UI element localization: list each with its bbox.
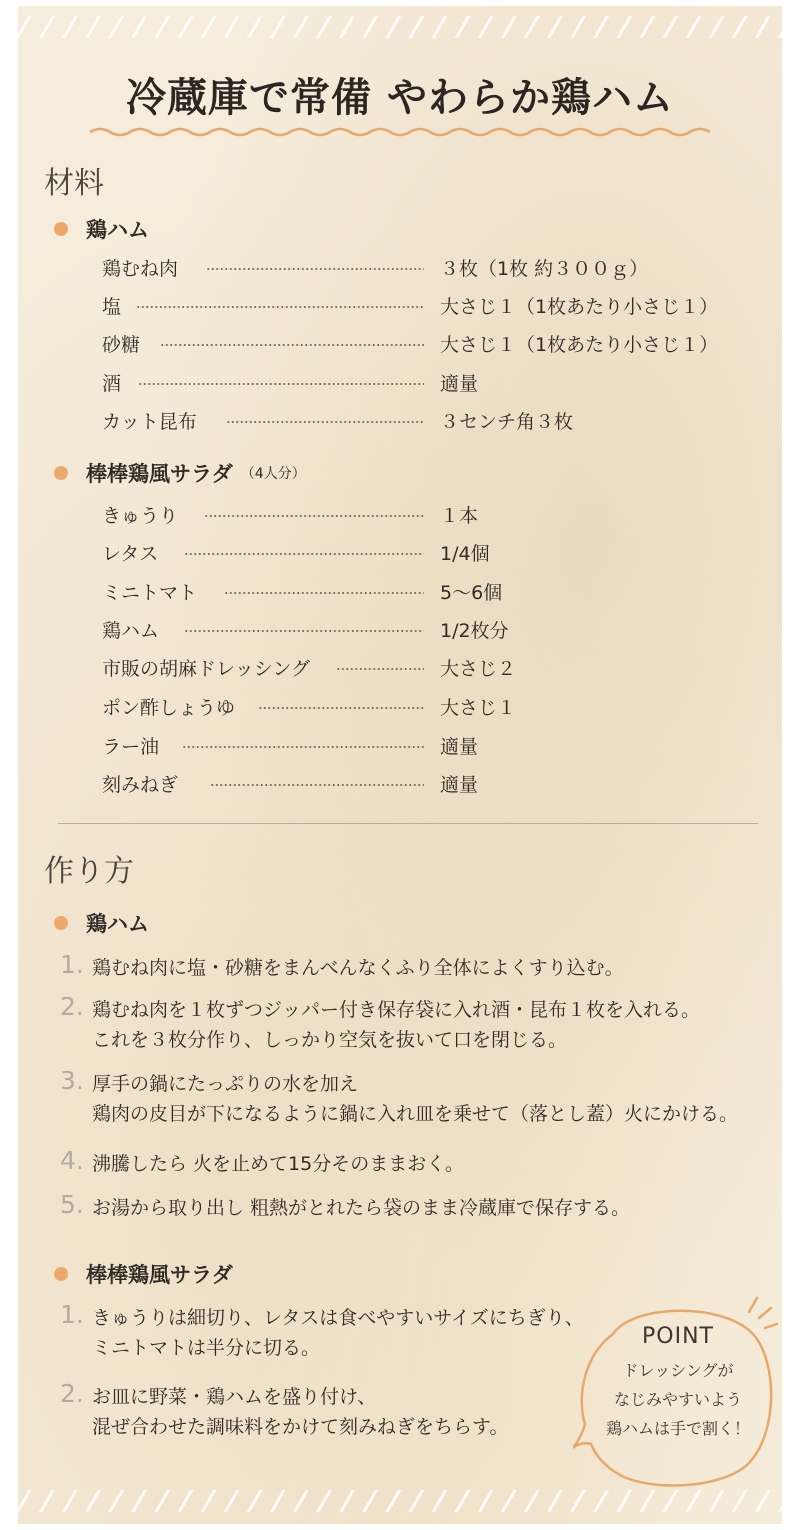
method-group-title: 棒棒鶏風サラダ (86, 1263, 233, 1287)
step-number: 2. (60, 992, 84, 1021)
ingredient-amount: 大さじ１ (440, 697, 517, 719)
step-number: 1. (60, 950, 84, 979)
ingredient-name: 砂糖 (102, 334, 141, 356)
step-text: お湯から取り出し 粗熱がとれたら袋のまま冷蔵庫で保存する。 (92, 1197, 631, 1219)
step-text: 鶏むね肉を１枚ずつジッパー付き保存袋に入れ酒・昆布１枚を入れる。 (92, 999, 701, 1021)
dotted-leader (226, 421, 424, 423)
ingredient-row (102, 616, 762, 643)
method-group-chicken-ham (54, 908, 149, 938)
ingredient-group-salad (54, 458, 306, 488)
ingredient-row (102, 369, 762, 396)
ingredients-heading: 材料 (44, 166, 104, 201)
ingredient-amount: 大さじ１（1枚あたり小さじ１） (440, 334, 719, 356)
ingredient-amount: 適量 (440, 736, 479, 758)
dotted-leader (184, 553, 424, 555)
ingredient-group-chicken-ham (54, 214, 149, 244)
point-line: なじみやすいよう (613, 1390, 742, 1409)
dotted-leader (206, 268, 424, 270)
ingredient-name: 市販の胡麻ドレッシング (102, 658, 310, 680)
step-text: 沸騰したら 火を止めて15分そのままおく。 (92, 1153, 464, 1175)
ingredient-name: ポン酢しょうゆ (102, 697, 236, 719)
dotted-leader (184, 630, 424, 632)
ingredient-amount: １本 (440, 505, 479, 527)
ingredient-amount: 1/2枚分 (440, 620, 509, 642)
ingredient-name: カット昆布 (102, 411, 197, 433)
ingredient-name: レタス (102, 543, 159, 565)
step-text: 鶏肉の皮目が下になるように鍋に入れ皿を乗せて（落とし蓋）火にかける。 (92, 1103, 739, 1125)
recipe-title: 冷蔵庫で常備 やわらか鶏ハム (126, 75, 674, 121)
section-divider (58, 823, 758, 824)
method-group-salad (54, 1259, 233, 1289)
ingredient-name: 鶏ハム (102, 620, 160, 642)
ingredient-row (102, 770, 762, 797)
ingredient-row (102, 254, 762, 281)
title-wave-underline (90, 124, 710, 140)
ingredient-row (102, 539, 762, 566)
ingredient-row (102, 732, 762, 759)
bottom-stripe-decoration (18, 1490, 782, 1512)
dotted-leader (138, 383, 424, 385)
bullet-dot-icon (54, 466, 68, 480)
step-text: ミニトマトは半分に切る。 (92, 1337, 321, 1359)
ingredient-group-title: 棒棒鶏風サラダ (86, 462, 233, 486)
dotted-leader (210, 784, 424, 786)
ingredient-row (102, 578, 762, 605)
recipe-card (18, 6, 782, 1524)
ingredient-amount: 適量 (440, 774, 479, 796)
ingredient-name: 塩 (102, 296, 122, 318)
ingredient-row (102, 407, 762, 434)
dotted-leader (182, 746, 424, 748)
ingredient-amount: ３枚（1枚 約３００ｇ） (440, 258, 649, 280)
step-number: 1. (60, 1300, 84, 1329)
point-bubble (573, 1294, 782, 1494)
step-text: これを３枚分作り、しっかり空気を抜いて口を閉じる。 (92, 1029, 568, 1051)
ingredient-row (102, 693, 762, 720)
step-number: 3. (60, 1066, 84, 1095)
ingredient-name: 刻みねぎ (102, 774, 179, 796)
ingredient-name: 鶏むね肉 (102, 258, 179, 280)
ingredient-name: ミニトマト (102, 582, 198, 604)
ingredient-row (102, 292, 762, 319)
servings-note: （4人分） (240, 466, 306, 482)
ingredient-name: 酒 (102, 373, 122, 395)
step-text: きゅうりは細切り、レタスは食べやすいサイズにちぎり、 (92, 1307, 584, 1329)
ingredient-row (102, 501, 762, 528)
step-number: 5. (60, 1190, 84, 1219)
ingredient-amount: 大さじ２ (440, 658, 517, 680)
step-number: 4. (60, 1146, 84, 1175)
ingredient-amount: 大さじ１（1枚あたり小さじ１） (440, 296, 719, 318)
step-text: 混ぜ合わせた調味料をかけて刻みねぎをちらす。 (92, 1416, 509, 1438)
dotted-leader (160, 344, 424, 346)
ingredient-name: ラー油 (102, 736, 160, 758)
dotted-leader (336, 668, 424, 670)
ingredient-amount: 5〜6個 (440, 582, 503, 604)
ingredient-name: きゅうり (102, 505, 179, 527)
bullet-dot-icon (54, 222, 68, 236)
method-group-title: 鶏ハム (86, 912, 149, 936)
step-text: 鶏むね肉に塩・砂糖をまんべんなくふり全体によくすり込む。 (92, 957, 624, 979)
dotted-leader (204, 515, 424, 517)
step-text: お皿に野菜・鶏ハムを盛り付け、 (92, 1386, 377, 1408)
dotted-leader (258, 707, 424, 709)
dotted-leader (136, 306, 424, 308)
bullet-dot-icon (54, 916, 68, 930)
step-number: 2. (60, 1379, 84, 1408)
step-text: 厚手の鍋にたっぷりの水を加え (92, 1073, 359, 1095)
ingredient-amount: 適量 (440, 373, 479, 395)
ingredient-row (102, 654, 762, 681)
point-line: ドレッシングが (622, 1361, 734, 1380)
ingredient-amount: ３センチ角３枚 (440, 411, 574, 433)
bullet-dot-icon (54, 1267, 68, 1281)
point-line: 鶏ハムは手で割く！ (605, 1419, 750, 1438)
ingredient-amount: 1/4個 (440, 543, 490, 565)
ingredient-row (102, 330, 762, 357)
point-title: POINT (642, 1324, 714, 1349)
top-stripe-decoration (18, 16, 782, 38)
ingredient-group-title: 鶏ハム (86, 218, 149, 242)
dotted-leader (224, 592, 424, 594)
method-heading: 作り方 (44, 854, 134, 889)
